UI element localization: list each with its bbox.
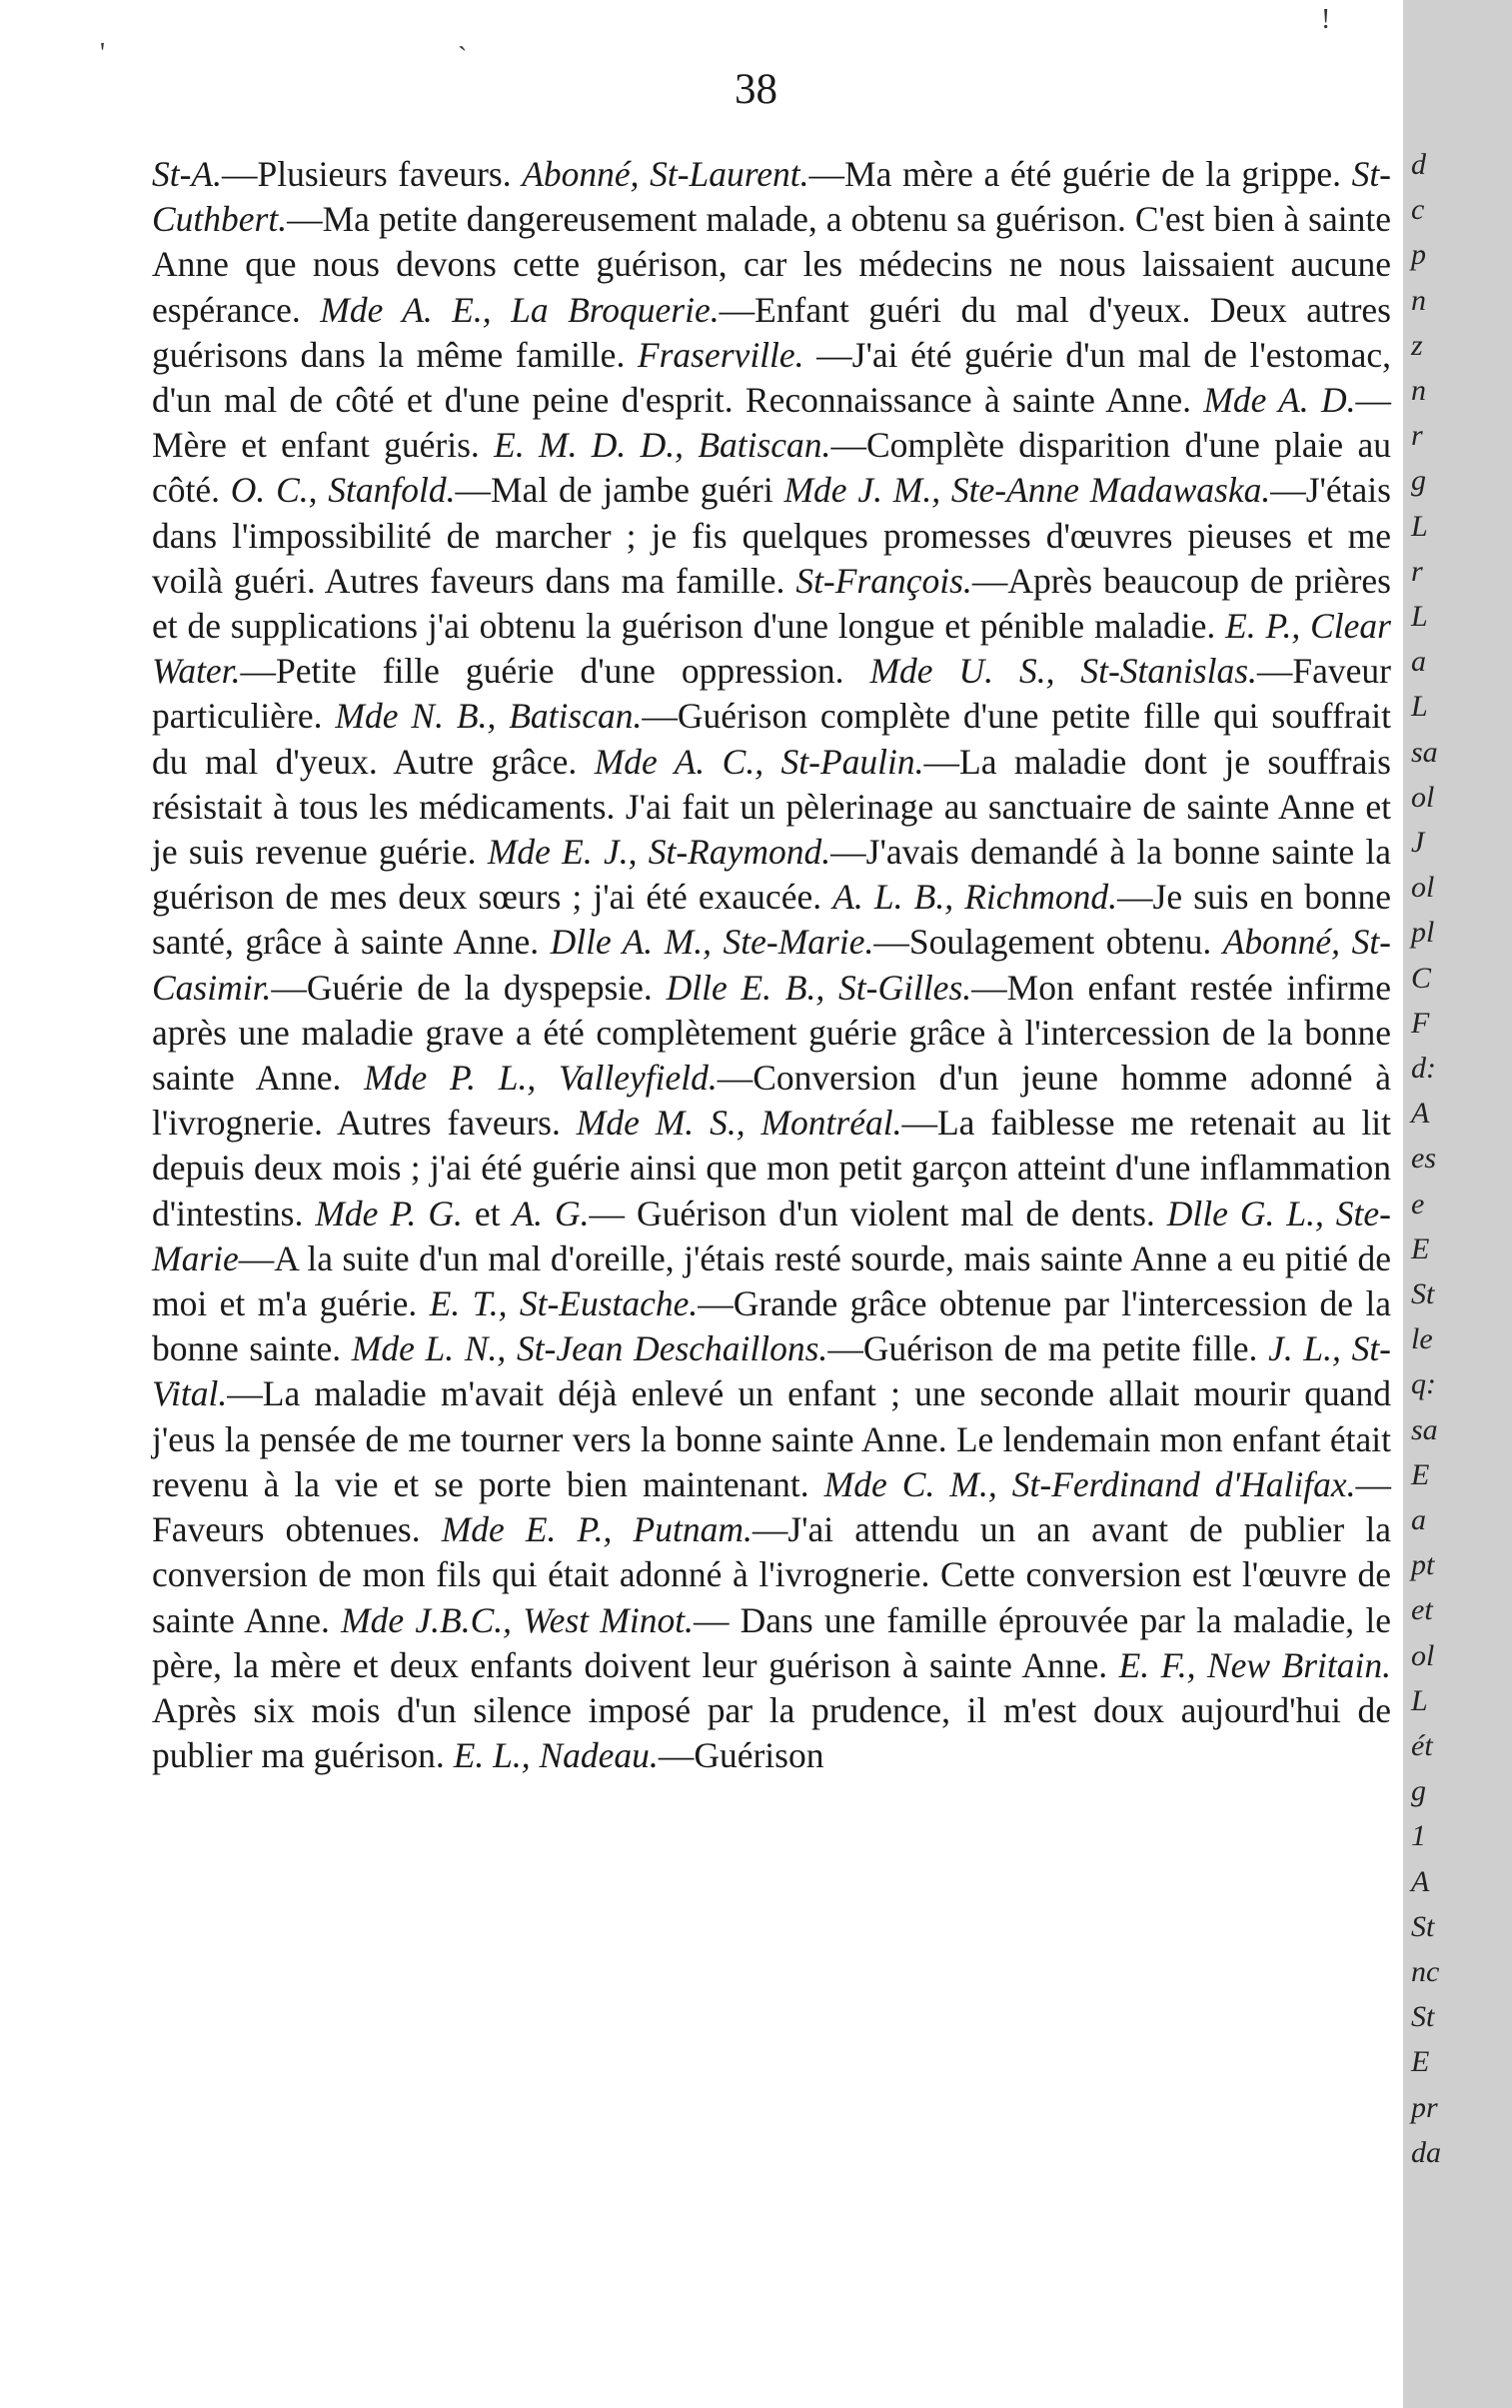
- testimony-text: —J'ai été guérie d'un mal de l'estomac, d'un mal de côté et d'une peine d'esprit. Reconnaissance à sainte Anne.: [152, 334, 1391, 421]
- testimony-text: —Guérison complète d'une petite fille qui souffrait du mal d'yeux. Autre grâce.: [152, 696, 1391, 782]
- attribution-text: Mde J.B.C., West Minot.: [341, 1599, 694, 1640]
- attribution-text: Mde C. M., St-Ferdinand d'Halifax.: [823, 1463, 1356, 1504]
- testimony-text: —Ma petite dangereusement malade, a obtenu sa guérison. C'est bien à sainte Anne que nous devons cette guérison, car les médecins ne nous laissaient aucune espérance.: [152, 199, 1391, 330]
- testimony-text: —Complète disparition d'une plaie au côté.: [152, 425, 1391, 511]
- bleed-through-fragment: d:: [1411, 1052, 1436, 1085]
- bleed-through-fragment: sa: [1411, 735, 1438, 769]
- testimony-text: —La maladie dont je souffrais résistait à tous les médicaments. J'ai fait un pèlerinage au sanctuaire de sainte Anne et je suis revenue guérie.: [152, 741, 1391, 873]
- attribution-text: St-A.: [152, 154, 222, 194]
- page-number: 38: [735, 66, 777, 113]
- body-text: [152, 152, 1391, 1778]
- attribution-text: Abonné, St-Casimir.: [152, 922, 1391, 1008]
- testimony-text: — Dans une famille éprouvée par la maladie, le père, la mère et deux enfants doivent leur guérison à sainte Anne.: [152, 1599, 1391, 1685]
- bleed-through-fragment: g: [1411, 1774, 1426, 1808]
- attribution-text: Mde E. J., St-Raymond.: [487, 832, 831, 873]
- attribution-text: E. F., New Britain.: [1118, 1644, 1391, 1685]
- bleed-through-fragment: d: [1411, 148, 1426, 181]
- bleed-through-fragment: C: [1411, 961, 1432, 995]
- bleed-through-fragment: z: [1411, 328, 1423, 362]
- testimony-text: —Mon enfant restée infirme après une maladie grave a été complètement guérie grâce à l'intercession de la bonne sainte Anne.: [152, 967, 1391, 1099]
- attribution-text: Abonné, St-Laurent.: [522, 154, 809, 194]
- bleed-through-fragment: E: [1411, 2045, 1430, 2079]
- bleed-through-fragment: nc: [1411, 1955, 1440, 1988]
- stray-mark-left: ': [100, 38, 106, 69]
- attribution-text: Mde A. D.: [1203, 380, 1356, 421]
- bleed-through-fragment: E: [1411, 1231, 1430, 1265]
- attribution-text: Mde N. B., Batiscan.: [335, 696, 643, 737]
- attribution-text: Mde E. P., Putnam.: [441, 1509, 753, 1550]
- attribution-text: St-Cuthbert.: [152, 154, 1391, 240]
- bleed-through-fragment: ol: [1411, 1638, 1435, 1672]
- attribution-text: Mde L. N., St-Jean Deschaillons.: [351, 1328, 828, 1369]
- testimony-text: —Soulagement obtenu.: [873, 922, 1223, 963]
- attribution-text: Mde U. S., St-Stanislas.: [869, 651, 1257, 692]
- bleed-through-fragment: n: [1411, 283, 1426, 317]
- bleed-through-fragment: e: [1411, 1187, 1425, 1220]
- bleed-through-fragment: p: [1411, 238, 1426, 272]
- bleed-through-fragment: pt: [1411, 1548, 1435, 1582]
- bleed-through-fragment: r: [1411, 554, 1423, 588]
- testimony-text: —Guérie de la dyspepsie.: [271, 967, 667, 1008]
- attribution-text: Mde A. E., La Broquerie.: [320, 289, 720, 330]
- testimony-text: —Mère et enfant guéris.: [152, 380, 1391, 466]
- testimony-text: —Après beaucoup de prières et de supplications j'ai obtenu la guérison d'une longue et pénible maladie.: [152, 560, 1391, 647]
- bleed-through-fragment: 1: [1411, 1819, 1426, 1853]
- testimony-text: —Grande grâce obtenue par l'intercession de la bonne sainte.: [152, 1283, 1392, 1369]
- attribution-text: Fraserville.: [637, 334, 804, 375]
- bleed-through-fragment: c: [1411, 193, 1425, 227]
- bleed-through-fragment: L: [1411, 1683, 1428, 1717]
- attribution-text: E. L., Nadeau.: [453, 1735, 659, 1776]
- stray-mark-center: `: [458, 42, 468, 73]
- attribution-text: Mde A. C., St-Paulin.: [594, 741, 924, 782]
- bleed-through-fragment: L: [1411, 509, 1428, 543]
- attribution-text: Dlle G. L., Ste-Marie: [152, 1193, 1391, 1278]
- testimony-text: — Guérison d'un violent mal de dents.: [589, 1193, 1167, 1233]
- bleed-through-fragment: A: [1411, 1097, 1430, 1131]
- bleed-through-fragment: ét: [1411, 1729, 1433, 1762]
- attribution-text: A. L. B., Richmond.: [832, 877, 1118, 918]
- attribution-text: A. G.: [512, 1193, 590, 1233]
- testimony-text: —Petite fille guérie d'une oppression.: [240, 651, 870, 692]
- bleed-through-fragment: ol: [1411, 780, 1435, 814]
- attribution-text: Mde M. S., Montréal.: [576, 1103, 902, 1144]
- bleed-through-fragment: et: [1411, 1593, 1433, 1627]
- testimony-text: —La faiblesse me retenait au lit depuis deux mois ; j'ai été guérie ainsi que mon petit garçon atteint d'une inflammation d'intestins.: [152, 1103, 1391, 1233]
- attribution-text: J. L., St-Vital.: [152, 1328, 1391, 1414]
- attribution-text: Mde P. L., Valleyfield.: [364, 1058, 718, 1099]
- testimony-text: —Enfant guéri du mal d'yeux. Deux autres guérisons dans la même famille.: [152, 289, 1391, 375]
- bleed-through-fragment: pr: [1411, 2090, 1438, 2124]
- bleed-through-fragment: St: [1411, 2000, 1435, 2034]
- bleed-through-fragment: a: [1411, 645, 1426, 679]
- testimony-text: —Guérison de ma petite fille.: [827, 1328, 1269, 1369]
- testimony-text: —J'étais dans l'impossibilité de marcher ; je fis quelques promesses d'œuvres pieuses et me voilà guéri. Autres faveurs dans ma famille.: [152, 470, 1391, 601]
- bleed-through-fragment: a: [1411, 1503, 1426, 1536]
- testimony-text: —Faveur particulière.: [152, 651, 1392, 737]
- stray-mark-right: !: [1321, 4, 1331, 35]
- bleed-through-fragment: L: [1411, 600, 1428, 633]
- attribution-text: St-François.: [795, 560, 972, 601]
- bleed-through-fragment: ol: [1411, 871, 1435, 905]
- attribution-text: Dlle A. M., Ste-Marie.: [550, 922, 874, 963]
- testimony-text: —J'avais demandé à la bonne sainte la guérison de mes deux sœurs ; j'ai été exaucée.: [152, 832, 1392, 918]
- testimony-text: —Faveurs obtenues.: [152, 1463, 1392, 1550]
- testimony-text: —Conversion d'un jeune homme adonné à l'ivrognerie. Autres faveurs.: [152, 1058, 1391, 1144]
- bleed-through-fragment: L: [1411, 690, 1428, 724]
- bleed-through-fragment: g: [1411, 464, 1426, 498]
- bleed-through-fragment: da: [1411, 2135, 1441, 2169]
- attribution-text: Mde P. G.: [315, 1193, 463, 1233]
- bleed-through-fragment: q:: [1411, 1367, 1436, 1401]
- testimony-text: —J'ai attendu un an avant de publier la conversion de mon fils qui était adonné à l'ivrognerie. Cette conversion est l'œuvre de sainte Anne.: [152, 1509, 1391, 1640]
- bleed-through-fragment: n: [1411, 374, 1426, 407]
- bleed-through-fragment: r: [1411, 419, 1423, 453]
- testimony-text: —Guérison: [658, 1735, 824, 1776]
- attribution-text: E. T., St-Eustache.: [429, 1283, 699, 1324]
- attribution-text: Dlle E. B., St-Gilles.: [666, 967, 972, 1008]
- bleed-through-fragment: sa: [1411, 1412, 1438, 1446]
- testimony-text: —Mal de jambe guéri: [455, 470, 784, 511]
- bleed-through-fragment: St: [1411, 1909, 1435, 1943]
- bleed-through-fragment: J: [1411, 826, 1425, 859]
- attribution-text: E. M. D. D., Batiscan.: [494, 425, 831, 466]
- testimony-text: —Je suis en bonne santé, grâce à sainte Anne.: [152, 877, 1391, 963]
- testimony-text: —Ma mère a été guérie de la grippe.: [808, 154, 1352, 194]
- testimony-text: et: [462, 1193, 513, 1233]
- bleed-through-fragment: le: [1411, 1322, 1433, 1356]
- testimony-text: —A la suite d'un mal d'oreille, j'étais resté sourde, mais sainte Anne a eu pitié de moi et m'a guérie.: [152, 1237, 1391, 1324]
- attribution-text: E. P., Clear Water.: [152, 606, 1391, 692]
- attribution-text: Mde J. M., Ste-Anne Madawaska.: [783, 470, 1271, 511]
- attribution-text: O. C., Stanfold.: [230, 470, 456, 511]
- bleed-through-fragment: A: [1411, 1864, 1430, 1898]
- bleed-through-fragment: E: [1411, 1457, 1430, 1491]
- bleed-through-fragment: St: [1411, 1277, 1435, 1310]
- bleed-through-fragment: pl: [1411, 916, 1435, 950]
- testimony-text: —Plusieurs faveurs.: [222, 154, 523, 194]
- bleed-through-fragment: es: [1411, 1142, 1436, 1176]
- testimony-text: —La maladie m'avait déjà enlevé un enfant ; une seconde allait mourir quand j'eus la pensée de me tourner vers la bonne sainte Anne. Le lendemain mon enfant était revenu à la vie et se porte bien maintenant.: [152, 1373, 1391, 1504]
- testimony-text: Après six mois d'un silence imposé par la prudence, il m'est doux aujourd'hui de publier ma guérison.: [152, 1689, 1391, 1776]
- bleed-through-fragment: F: [1411, 1006, 1430, 1040]
